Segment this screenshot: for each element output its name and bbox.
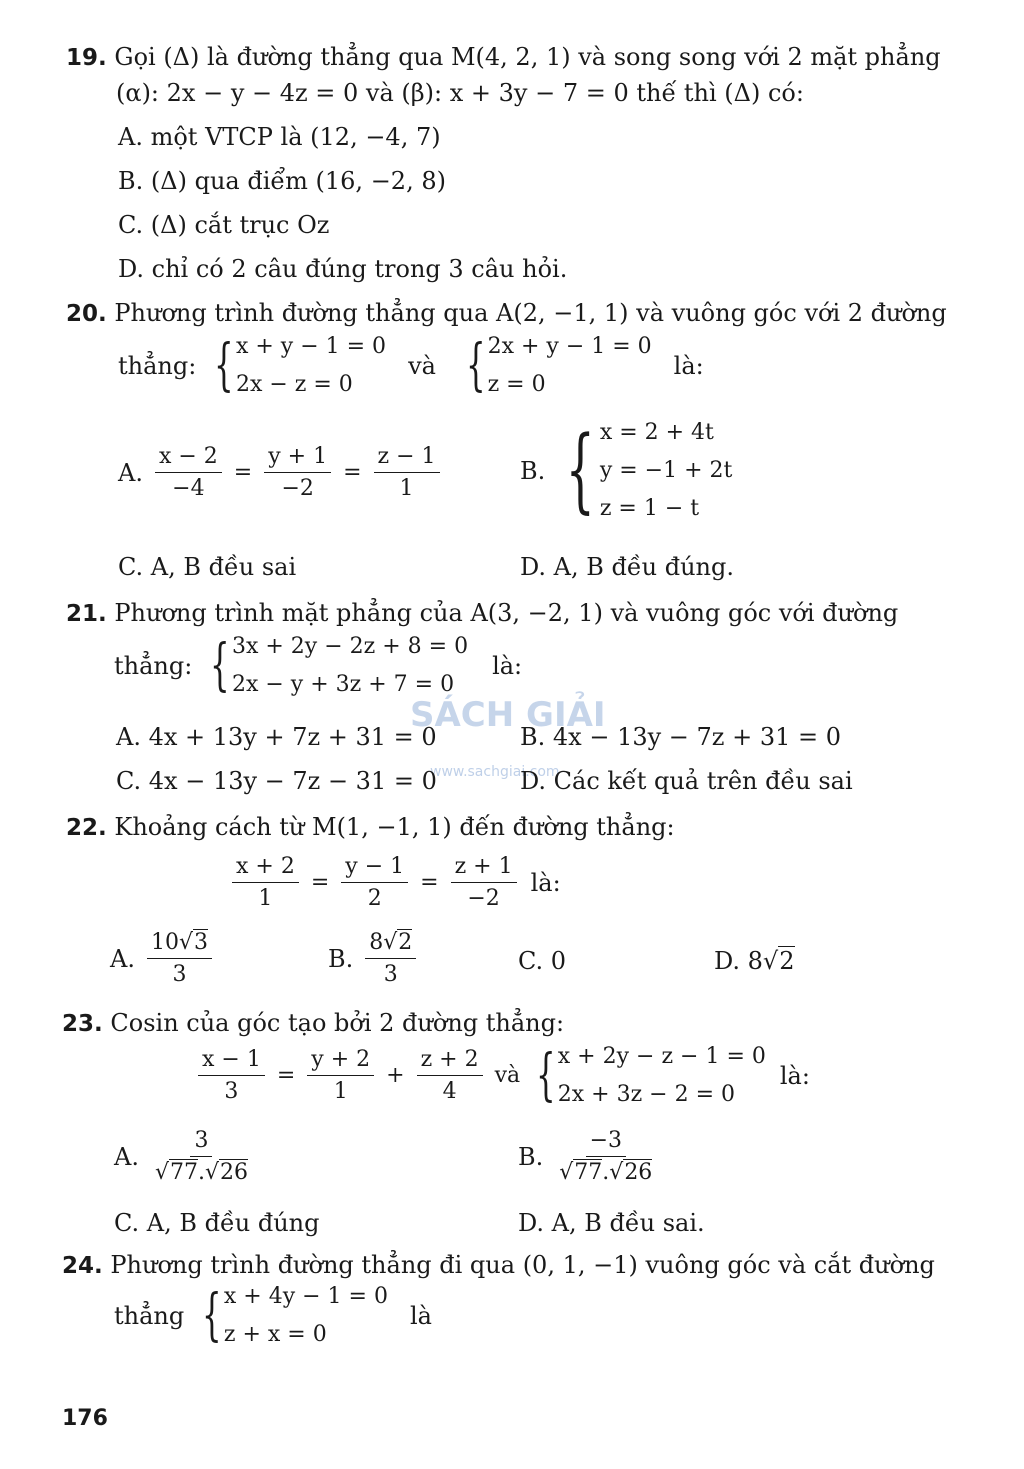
fraction	[198, 1047, 265, 1105]
q24-number: 24.	[62, 1253, 103, 1279]
plus-sign: +	[386, 1063, 405, 1088]
q24-text: Phương trình đường thẳng đi qua (0, 1, −1) vuông góc và cắt đường	[110, 1251, 935, 1279]
equals-sign: =	[420, 870, 439, 895]
q20-b-eq1: x = 2 + 4t	[599, 420, 714, 445]
radicand: 26	[220, 1160, 249, 1185]
q22-d-label: D. 8	[714, 947, 763, 975]
q21-option-a: A. 4x + 13y + 7z + 31 = 0	[116, 723, 437, 751]
q22-option-a	[110, 930, 216, 988]
q23-sys-eq2: 2x + 3z − 2 = 0	[557, 1082, 736, 1107]
q20-system-1	[206, 334, 386, 398]
q20-b-eq2: y = −1 + 2t	[599, 458, 733, 483]
denominator: 1	[258, 886, 273, 911]
numerator: 8√2	[365, 930, 416, 959]
q20-option-a	[118, 444, 444, 502]
fraction	[264, 444, 331, 502]
q21-suffix: là:	[492, 652, 523, 680]
radicand: 77	[170, 1160, 198, 1185]
q19-option-b: B. (Δ) qua điểm (16, −2, 8)	[118, 167, 446, 195]
coefficient: 8	[369, 930, 384, 955]
q23-and: và	[494, 1063, 521, 1088]
q23-a-label: A.	[114, 1143, 139, 1171]
q23-b-label: B.	[518, 1143, 544, 1171]
denominator: 3	[172, 962, 187, 987]
q24-prefix: thẳng	[114, 1302, 185, 1330]
q19-line2: (α): 2x − y − 4z = 0 và (β): x + 3y − 7 = 0 thế thì (Δ) có:	[116, 79, 804, 107]
left-brace-icon: {	[565, 416, 596, 523]
fraction	[147, 930, 212, 988]
q21-system	[202, 634, 468, 698]
q22-suffix: là:	[530, 869, 561, 897]
numerator: −3	[586, 1128, 626, 1157]
denominator: √77.√26	[154, 1160, 249, 1185]
q23-option-a	[114, 1128, 256, 1186]
watermark-url: www.sachgiai.com	[430, 764, 560, 780]
radicand: 2	[779, 947, 795, 975]
q20-option-b	[520, 416, 733, 523]
radicand: 77	[574, 1160, 603, 1185]
denominator: √77.√26	[559, 1160, 653, 1185]
q20-b-label: B.	[520, 457, 546, 485]
left-brace-icon: {	[210, 633, 230, 698]
q20-a-label: A.	[118, 459, 143, 487]
q20-and: và	[408, 352, 436, 380]
q21-text: Phương trình mặt phẳng của A(3, −2, 1) và vuông góc với đường	[114, 599, 899, 627]
radicand: 26	[624, 1160, 653, 1185]
q20-sys2-eq1: 2x + y − 1 = 0	[487, 334, 652, 359]
denominator: 1	[399, 476, 414, 501]
denominator: 1	[333, 1079, 348, 1104]
fraction	[341, 854, 408, 912]
q22-text: Khoảng cách từ M(1, −1, 1) đến đường thẳng:	[114, 813, 675, 841]
q22-line1	[66, 812, 675, 843]
q24-suffix: là	[409, 1302, 432, 1330]
q20-prefix: thẳng:	[118, 352, 197, 380]
equals-sign: =	[310, 870, 330, 895]
equals-sign: =	[233, 460, 253, 485]
radicand: 3	[194, 930, 208, 955]
q23-suffix: là:	[779, 1062, 810, 1090]
numerator: y + 1	[264, 444, 331, 473]
fraction	[365, 930, 416, 988]
q22-option-d: D. 8√2	[714, 947, 795, 975]
q20-option-d: D. A, B đều đúng.	[520, 553, 734, 581]
q19-number: 19.	[66, 45, 107, 71]
q20-suffix: là:	[673, 352, 704, 380]
q20-system-2	[458, 334, 652, 398]
q24-line2	[114, 1284, 432, 1348]
q21-option-c: C. 4x − 13y − 7z − 31 = 0	[116, 767, 437, 795]
q20-option-c: C. A, B đều sai	[118, 553, 297, 581]
watermark-logo: SÁCH GIẢI	[410, 695, 606, 735]
q20-number: 20.	[66, 301, 107, 327]
q21-line1	[66, 598, 898, 629]
numerator: x + 2	[232, 854, 299, 883]
q19-option-c: C. (Δ) cắt trục Oz	[118, 211, 330, 239]
q23-sys-eq1: x + 2y − z − 1 = 0	[557, 1044, 766, 1069]
q23-number: 23.	[62, 1011, 103, 1037]
q20-line2	[118, 334, 704, 398]
q22-option-b	[328, 930, 420, 988]
q20-text: Phương trình đường thẳng qua A(2, −1, 1) và vuông góc với 2 đường	[114, 299, 947, 327]
q22-a-label: A.	[110, 945, 135, 973]
q20-line1	[66, 298, 947, 329]
coefficient: 10	[150, 930, 179, 955]
denominator: −2	[281, 476, 314, 501]
fraction	[417, 1047, 483, 1105]
q23-line1	[62, 1008, 564, 1039]
fraction	[155, 444, 222, 502]
left-brace-icon: {	[465, 333, 486, 398]
q19-option-d: D. chỉ có 2 câu đúng trong 3 câu hỏi.	[118, 255, 568, 283]
q24-line1	[62, 1250, 935, 1281]
numerator: 3	[190, 1128, 212, 1157]
numerator: z + 1	[451, 854, 517, 883]
q20-sys1-eq2: 2x − z = 0	[235, 372, 353, 397]
q22-line-equation	[228, 854, 561, 912]
q21-prefix: thẳng:	[114, 652, 193, 680]
denominator: 3	[383, 962, 398, 987]
denominator: 2	[367, 886, 382, 911]
q23-text: Cosin của góc tạo bởi 2 đường thẳng:	[110, 1009, 565, 1037]
q19-text: Gọi (Δ) là đường thẳng qua M(4, 2, 1) và song song với 2 mặt phẳng	[114, 43, 941, 71]
q21-line2	[114, 634, 522, 698]
numerator: x − 1	[198, 1047, 265, 1076]
q23-option-b	[518, 1128, 660, 1186]
equals-sign: =	[276, 1063, 296, 1088]
left-brace-icon: {	[202, 1283, 222, 1348]
q21-number: 21.	[66, 601, 107, 627]
q20-sys1-eq1: x + y − 1 = 0	[235, 334, 387, 359]
q20-sys2-eq2: z = 0	[487, 372, 546, 397]
q24-sys-eq1: x + 4y − 1 = 0	[223, 1284, 388, 1309]
numerator: 10√3	[147, 930, 212, 959]
q24-sys-eq2: z + x = 0	[223, 1322, 327, 1347]
fraction	[151, 1128, 252, 1186]
denominator: 4	[442, 1079, 457, 1104]
q22-option-c: C. 0	[518, 947, 567, 975]
fraction	[374, 444, 440, 502]
q20-b-eq3: z = 1 − t	[599, 496, 700, 521]
q20-b-system	[551, 416, 733, 523]
q21-sys-eq2: 2x − y + 3z + 7 = 0	[231, 672, 455, 697]
denominator: −4	[172, 476, 205, 501]
q22-number: 22.	[66, 815, 107, 841]
denominator: −2	[467, 886, 500, 911]
fraction	[232, 854, 299, 912]
radicand: 2	[398, 930, 413, 955]
left-brace-icon: {	[214, 333, 234, 398]
numerator: x − 2	[155, 444, 222, 473]
q23-system	[528, 1044, 766, 1108]
denominator: 3	[224, 1079, 239, 1104]
q19-line1	[66, 42, 941, 73]
fraction	[451, 854, 517, 912]
fraction	[555, 1128, 656, 1186]
q23-option-d: D. A, B đều sai.	[518, 1209, 705, 1237]
page-number: 176	[62, 1406, 108, 1431]
q23-lines	[194, 1044, 810, 1108]
fraction	[307, 1047, 374, 1105]
numerator: z − 1	[374, 444, 440, 473]
q21-option-d: D. Các kết quả trên đều sai	[520, 767, 853, 795]
numerator: y − 1	[341, 854, 408, 883]
q19-option-a: A. một VTCP là (12, −4, 7)	[118, 123, 441, 151]
numerator: y + 2	[307, 1047, 374, 1076]
q24-system	[194, 1284, 388, 1348]
q21-option-b: B. 4x − 13y − 7z + 31 = 0	[520, 723, 841, 751]
left-brace-icon: {	[536, 1043, 556, 1108]
q22-b-label: B.	[328, 945, 354, 973]
q23-option-c: C. A, B đều đúng	[114, 1209, 320, 1237]
equals-sign: =	[343, 460, 362, 485]
numerator: z + 2	[417, 1047, 483, 1076]
q21-sys-eq1: 3x + 2y − 2z + 8 = 0	[231, 634, 469, 659]
